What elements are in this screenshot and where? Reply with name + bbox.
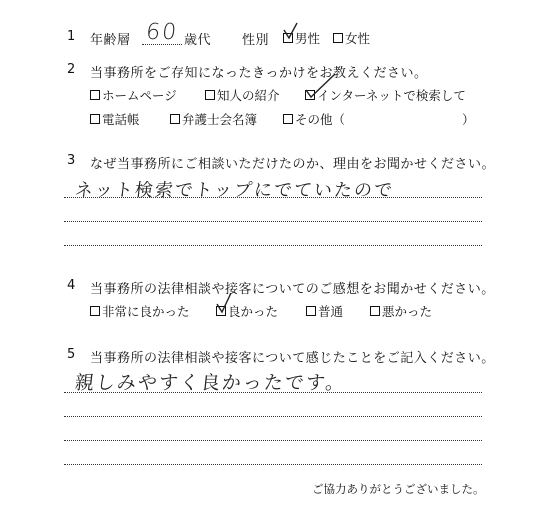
q3-answer-line-1 xyxy=(64,197,482,198)
q4-option-label: 非常に良かった xyxy=(102,304,190,319)
q2-option-label: インターネットで検索して xyxy=(317,88,466,103)
q2-checkbox-phonebook[interactable] xyxy=(90,114,100,124)
age-suffix: 歳代 xyxy=(184,33,212,48)
age-label: 年齢層 xyxy=(90,33,131,48)
q4-checkbox-very-good[interactable] xyxy=(90,306,100,316)
q5-answer[interactable]: 親しみやすく良かったです。 xyxy=(73,372,348,394)
male-label: 男性 xyxy=(295,31,321,46)
q5-answer-line-2 xyxy=(64,416,482,417)
q4-option-very-good[interactable] xyxy=(90,302,190,320)
q2-option-label: ホームページ xyxy=(102,88,177,103)
q4-number: 4 xyxy=(67,278,76,293)
q4-option-label: 悪かった xyxy=(382,304,433,319)
q4-option-label: 良かった xyxy=(228,304,279,319)
q2-option-homepage[interactable] xyxy=(90,86,177,104)
q2-option-phonebook[interactable] xyxy=(90,110,140,128)
age-value[interactable]: 60 xyxy=(144,20,180,45)
q2-other-close-paren: ） xyxy=(462,112,475,127)
q2-option-bar-directory[interactable] xyxy=(170,110,257,128)
q2-option-label: 弁護士会名簿 xyxy=(182,112,258,127)
q5-answer-line-1 xyxy=(64,392,482,393)
q3-answer-line-3 xyxy=(64,245,482,246)
good-check-icon xyxy=(216,292,234,314)
q5-answer-line-4 xyxy=(64,464,482,465)
q2-option-label: 電話帳 xyxy=(102,112,140,127)
q2-option-referral[interactable] xyxy=(205,86,280,104)
q3-answer[interactable]: ネット検索でトップにでていたので xyxy=(73,180,396,201)
q4-text: 当事務所の法律相談や接客についてのご感想をお聞かせください。 xyxy=(90,282,495,297)
q2-option-other[interactable] xyxy=(283,110,345,128)
female-label: 女性 xyxy=(345,31,371,46)
female-checkbox[interactable] xyxy=(333,33,343,43)
q4-option-bad[interactable] xyxy=(370,302,432,320)
q2-checkbox-other[interactable] xyxy=(283,114,293,124)
q3-answer-line-2 xyxy=(64,221,482,222)
q4-checkbox-average[interactable] xyxy=(306,306,316,316)
q5-text: 当事務所の法律相談や接客について感じたことをご記入ください。 xyxy=(90,351,495,366)
q2-option-label: 知人の紹介 xyxy=(217,88,280,103)
male-check-icon xyxy=(283,22,299,40)
thank-you-note: ご協力ありがとうございました。 xyxy=(312,482,485,496)
q2-option-label: その他（ xyxy=(295,112,346,127)
q5-number: 5 xyxy=(67,347,76,362)
female-option[interactable] xyxy=(333,29,370,47)
q1-number: 1 xyxy=(67,29,76,44)
q2-text: 当事務所をご存知になったきっかけをお教えください。 xyxy=(90,66,428,81)
q2-number: 2 xyxy=(67,62,76,77)
q3-text: なぜ当事務所にご相談いただけたのか、理由をお聞かせください。 xyxy=(90,157,496,172)
q4-option-label: 普通 xyxy=(318,304,344,319)
age-underline xyxy=(142,44,182,45)
q4-option-average[interactable] xyxy=(306,302,343,320)
q5-answer-line-3 xyxy=(64,440,482,441)
q2-checkbox-homepage[interactable] xyxy=(90,90,100,100)
q3-number: 3 xyxy=(67,153,76,168)
q4-checkbox-bad[interactable] xyxy=(370,306,380,316)
internet-check-icon xyxy=(305,72,337,100)
q2-checkbox-referral[interactable] xyxy=(205,90,215,100)
q2-checkbox-bar-directory[interactable] xyxy=(170,114,180,124)
gender-label: 性別 xyxy=(242,33,270,48)
